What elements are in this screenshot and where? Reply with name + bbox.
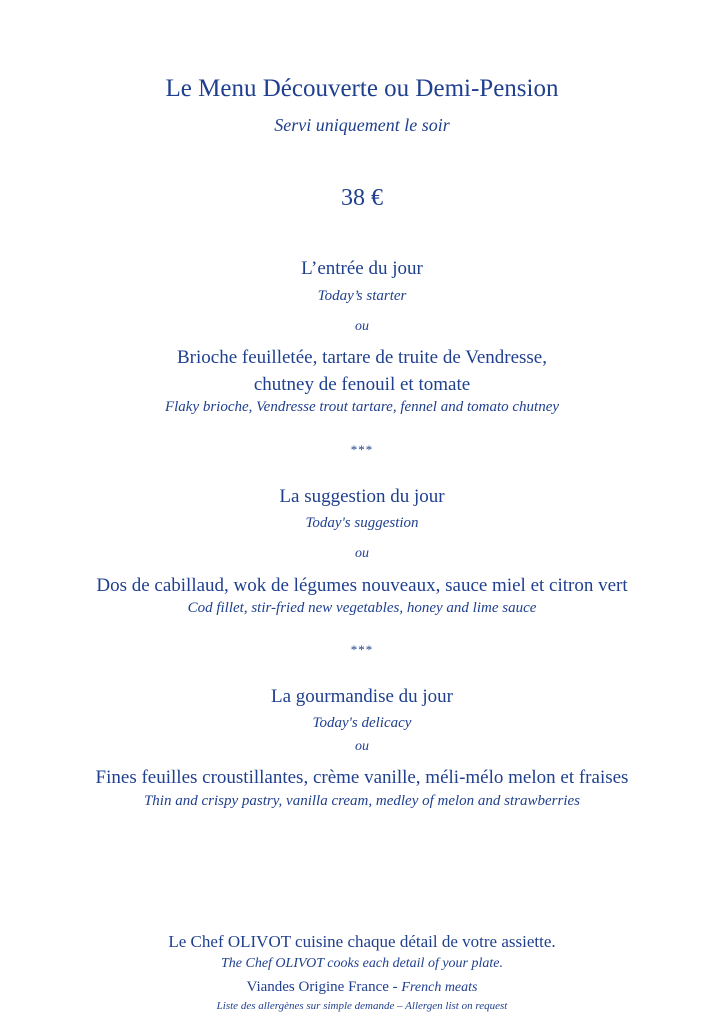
meat-origin-en: French meats xyxy=(401,980,478,995)
separator: *** xyxy=(350,642,374,657)
dessert-dish-en: Thin and crispy pastry, vanilla cream, medley of melon and strawberries xyxy=(143,793,581,809)
starter-dish-fr-line2: chutney de fenouil et tomate xyxy=(253,374,471,395)
menu-title: Le Menu Découverte ou Demi-Pension xyxy=(165,75,559,102)
suggestion-dish-fr: Dos de cabillaud, wok de légumes nouveaux, sauce miel et citron vert xyxy=(96,575,628,596)
starter-or: ou xyxy=(355,319,369,334)
dessert-dish-fr: Fines feuilles croustillantes, crème vanille, méli-mélo melon et fraises xyxy=(95,767,629,788)
separator: *** xyxy=(350,442,374,457)
starter-dish-en: Flaky brioche, Vendresse trout tartare, fennel and tomato chutney xyxy=(164,399,560,415)
chef-statement-fr: Le Chef OLIVOT cuisine chaque détail de votre assiette. xyxy=(168,932,556,951)
suggestion-label-en: Today's suggestion xyxy=(305,515,419,531)
meat-origin-fr: Viandes Origine France xyxy=(246,979,389,995)
suggestion-dish-en: Cod fillet, stir-fried new vegetables, honey and lime sauce xyxy=(187,600,537,616)
suggestion-label-fr: La suggestion du jour xyxy=(279,486,445,507)
dessert-label-en: Today's delicacy xyxy=(312,715,412,731)
starter-label-en: Today’s starter xyxy=(317,288,407,304)
starter-dish-fr-line1: Brioche feuilletée, tartare de truite de Vendresse, xyxy=(177,347,547,368)
menu-price: 38 € xyxy=(341,185,383,211)
starter-label-fr: L’entrée du jour xyxy=(301,258,423,279)
dessert-label-fr: La gourmandise du jour xyxy=(270,686,454,707)
meat-origin xyxy=(0,979,724,995)
allergen-notice: Liste des allergènes sur simple demande – Allergen list on request xyxy=(216,1000,508,1012)
meat-origin-dash: - xyxy=(388,979,402,995)
chef-statement-en: The Chef OLIVOT cooks each detail of your plate. xyxy=(220,956,503,971)
dessert-or: ou xyxy=(355,739,369,754)
menu-subtitle: Servi uniquement le soir xyxy=(274,115,450,135)
suggestion-or: ou xyxy=(355,546,369,561)
